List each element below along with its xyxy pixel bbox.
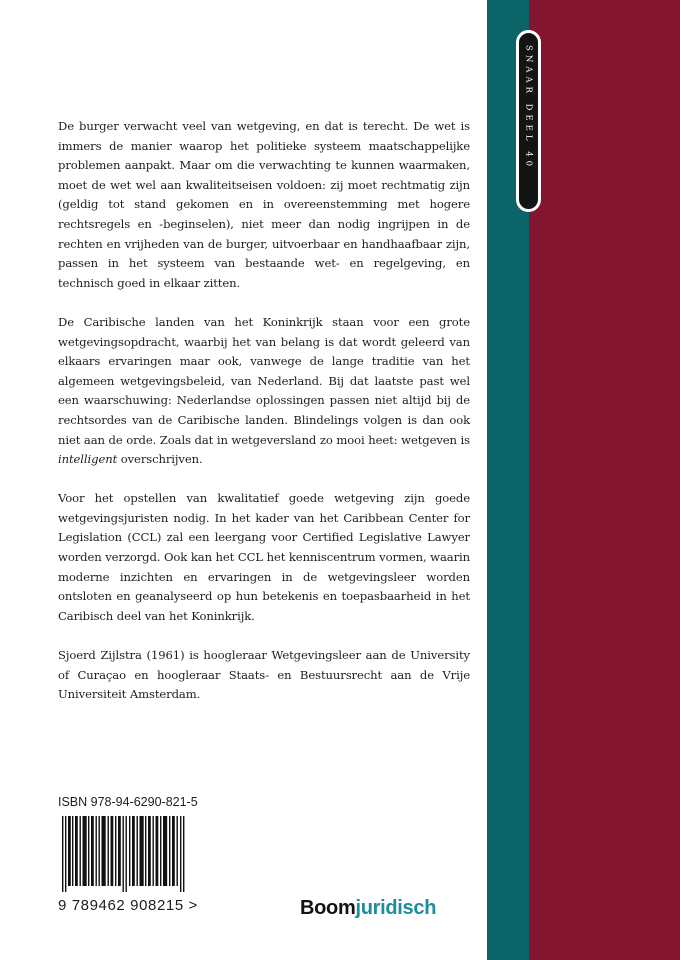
back-cover-text xyxy=(58,117,470,724)
publisher-logo xyxy=(300,897,436,920)
paragraph-caribbean-end: overschrijven. xyxy=(117,452,203,467)
barcode-bars xyxy=(62,816,184,892)
isbn-label: ISBN 978-94-6290-821-5 xyxy=(58,795,198,809)
logo-juridisch: juridisch xyxy=(355,897,437,919)
emphasis-word: intelligent xyxy=(58,452,118,467)
paragraph-caribbean-text: De Caribische landen van het Koninkrijk staan voor een grote wetgevingsopdracht, waarbij het van belang is dat wordt geleerd van elkaars ervaringen maar ook, vanwege de lange traditie van het algemeen wetgevingsbeleid, van Nederland. Bij dat laatste past wel een waarschuwing: Nederlandse oplossingen passen niet altijd bij de rechtsordes van de Caribische landen. Blindelings volgen is dan ook niet aan de orde. Zoals dat in wetgeversland zo mooi heet: wetgeven is xyxy=(58,314,470,447)
paragraph-author: Sjoerd Zijlstra (1961) is hoogleraar Wetgevingsleer aan de University of Curaçao en hoogleraar Staats- en Bestuursrecht aan de Vrije Universiteit Amsterdam. xyxy=(58,648,470,702)
barcode-digits: 9 789462 908215 > xyxy=(58,897,198,914)
barcode xyxy=(62,816,188,892)
burgundy-panel xyxy=(529,0,680,960)
paragraph-ccl: Voor het opstellen van kwalitatief goede wetgeving zijn goede wetgevingsjuristen nodig. In het kader van het Caribbean Center for Legislation (CCL) zal een leergang voor Certified Legislative Lawyer worden verzorgd. Ook kan het CCL het kenniscentrum vormen, waarin moderne inzichten en ervaringen in de wetgevingsleer worden ontsloten en geanalyseerd op hun betekenis en toepasbaarheid in het Caribisch deel van het Koninkrijk. xyxy=(58,491,470,623)
series-label-badge xyxy=(516,30,541,212)
series-label-text: SNAAR DEEL 40 xyxy=(523,45,534,171)
logo-boom: Boom xyxy=(300,897,356,919)
paragraph-intro: De burger verwacht veel van wetgeving, en dat is terecht. De wet is immers de manier waarop het politieke systeem maatschappelijke problemen aanpakt. Maar om die verwachting te kunnen waarmaken, moet de wet wel aan kwaliteitseisen voldoen: zij moet rechtmatig zijn (geldig tot stand gekomen en in overeenstemming met hogere rechtsregels en -beginselen), niet meer dan nodig ingrijpen in de rechten en vrijheden van de burger, uitvoerbaar en handhaafbaar zijn, passen in het systeem van bestaande wet- en regelgeving, en technisch goed in elkaar zitten. xyxy=(58,119,470,290)
paragraph-caribbean xyxy=(58,313,470,470)
